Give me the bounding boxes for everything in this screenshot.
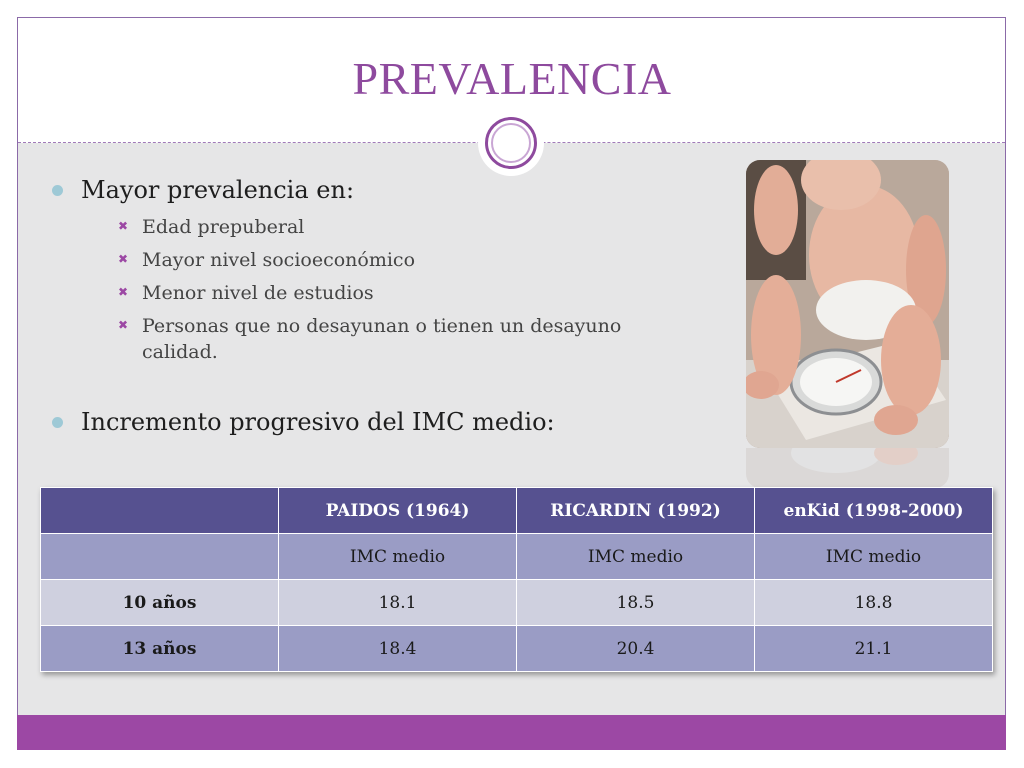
sub-bullet-text: Menor nivel de estudios (142, 282, 374, 304)
sub-bullet-item (118, 214, 662, 240)
table-cell: IMC medio (517, 534, 755, 580)
sub-bullet-item (118, 247, 662, 273)
sub-bullet-text: Mayor nivel socioeconómico (142, 249, 416, 271)
table-header-row (41, 488, 993, 534)
table-cell: 18.1 (279, 580, 517, 626)
table-row (41, 626, 993, 672)
photo-reflection (746, 448, 949, 488)
table-row-label: 10 años (41, 580, 279, 626)
sub-bullet-icon: ✖ (118, 252, 129, 266)
sub-bullet-item (118, 313, 662, 365)
photo-reflection-icon (746, 448, 949, 488)
ornament-inner-ring-icon (491, 123, 531, 163)
table-header-cell: RICARDIN (1992) (517, 488, 755, 534)
table-header-cell: PAIDOS (1964) (279, 488, 517, 534)
baby-photo-icon (746, 160, 949, 448)
table-header-cell: enKid (1998-2000) (755, 488, 993, 534)
table-cell: IMC medio (755, 534, 993, 580)
table-cell (41, 534, 279, 580)
table-cell: 21.1 (755, 626, 993, 672)
table-row-label: 13 años (41, 626, 279, 672)
bullet-item (52, 408, 555, 436)
bullet-dot-icon (52, 185, 63, 196)
baby-on-scale-photo (746, 160, 949, 448)
sub-bullet-icon: ✖ (118, 285, 129, 299)
bullet-item (52, 176, 354, 204)
slide-title: PREVALENCIA (352, 53, 672, 104)
bullet-dot-icon (52, 417, 63, 428)
sub-bullet-icon: ✖ (118, 219, 129, 233)
table-row (41, 580, 993, 626)
sub-bullet-item (118, 280, 662, 306)
imc-table (40, 487, 993, 672)
table-cell: 18.8 (755, 580, 993, 626)
bullet-text: Incremento progresivo del IMC medio: (81, 408, 555, 436)
footer-bar (17, 715, 1006, 750)
sub-bullet-icon: ✖ (118, 318, 129, 332)
sub-bullet-text: Edad prepuberal (142, 216, 305, 238)
table-cell: 20.4 (517, 626, 755, 672)
table-subheader-row (41, 534, 993, 580)
table-header-cell (41, 488, 279, 534)
table-cell: IMC medio (279, 534, 517, 580)
sub-bullet-text: Personas que no desayunan o tienen un desayuno calidad. (142, 315, 622, 363)
table-cell: 18.4 (279, 626, 517, 672)
table-cell: 18.5 (517, 580, 755, 626)
bullet-text: Mayor prevalencia en: (81, 176, 355, 204)
